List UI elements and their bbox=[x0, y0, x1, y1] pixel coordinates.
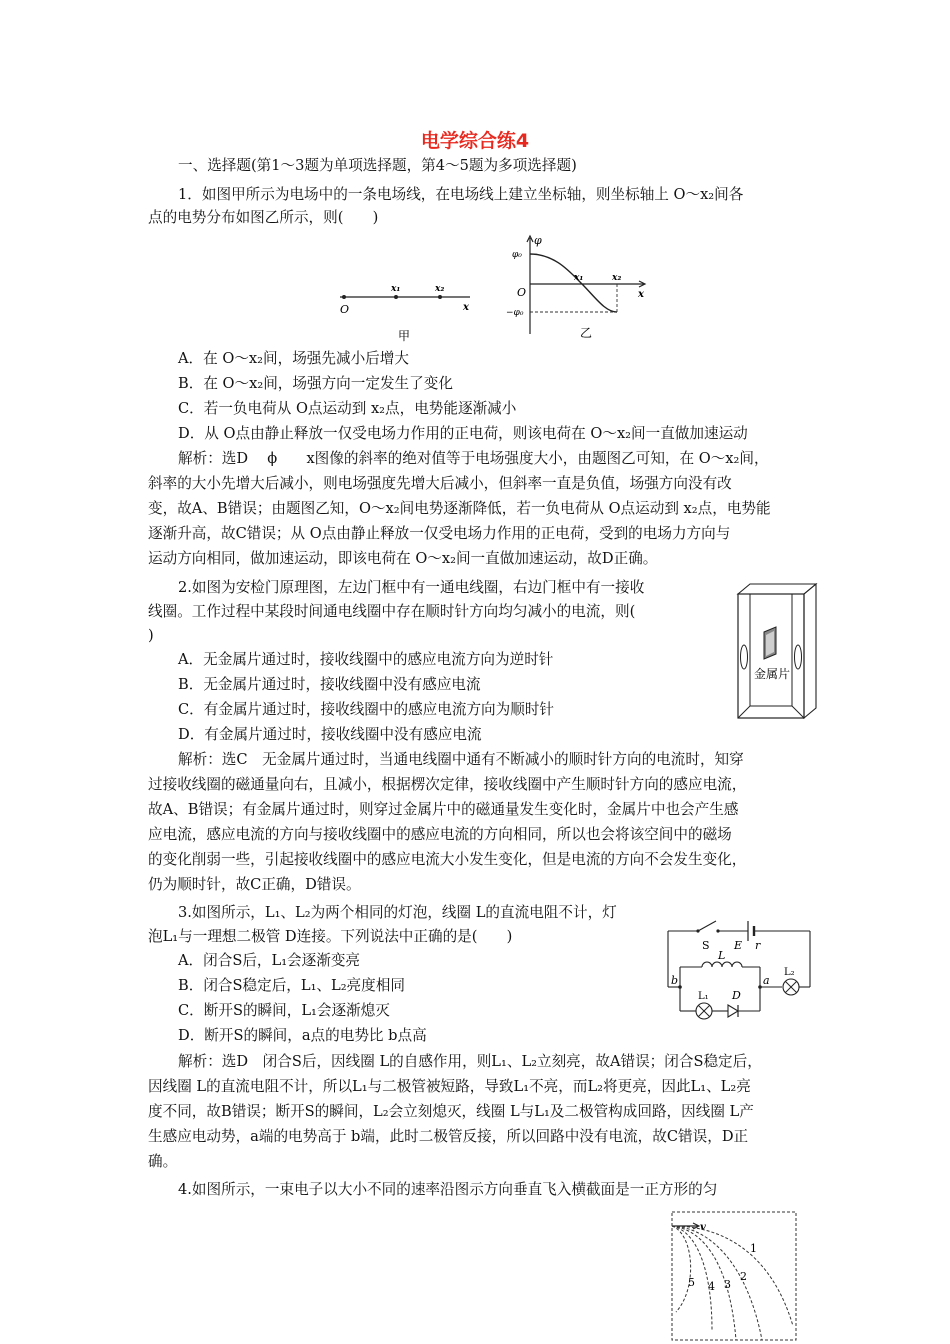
battery-E-label: E bbox=[734, 939, 743, 952]
q3-stem-line-2: 泡L₁与一理想二极管 D连接。下列说法中正确的是( ) bbox=[148, 928, 513, 945]
section-heading: 一、选择题(第1～3题为单项选择题，第4～5题为多项选择题) bbox=[178, 157, 577, 174]
q1-option-d: D．从 O点由静止释放一仅受电场力作用的正电荷，则该电荷在 O～x₂间一直做加速运动 bbox=[178, 425, 748, 442]
q3-stem-line-1: 3.如图所示，L₁、L₂为两个相同的灯泡，线圈 L的直流电阻不计，灯 bbox=[178, 904, 617, 921]
lamp-L1-label: L₁ bbox=[698, 991, 709, 1002]
jia-x-label: x bbox=[463, 302, 469, 313]
q1-analysis-line-3: 变，故A、B错误；由题图乙知，O～x₂间电势逐渐降低，若一负电荷从 O点运动到 x₂点，电势能 bbox=[148, 500, 771, 517]
q4-electron-beam-figure bbox=[658, 1208, 808, 1342]
q2-option-a: A．无金属片通过时，接收线圈中的感应电流方向为逆时针 bbox=[178, 651, 554, 668]
inductor-L-label: L bbox=[718, 949, 726, 962]
q1-analysis-line-4: 逐渐升高，故C错误；从 O点由静止释放一仅受电场力作用的正电荷，受到的电场力方向与 bbox=[148, 525, 731, 542]
q1-analysis-line-5: 运动方向相同，做加速运动，即该电荷在 O～x₂间一直做加速运动，故D正确。 bbox=[148, 550, 658, 567]
jia-x2-label: x₂ bbox=[435, 284, 445, 294]
yi-x2-label: x₂ bbox=[612, 273, 622, 283]
q2-security-gate-figure bbox=[730, 582, 820, 722]
q1-option-c: C．若一负电荷从 O点运动到 x₂点，电势能逐渐减小 bbox=[178, 400, 517, 417]
q2-analysis-line-6: 仍为顺时针，故C正确，D错误。 bbox=[148, 876, 361, 893]
q1-stem-line-2: 点的电势分布如图乙所示，则( ) bbox=[148, 209, 379, 226]
q2-stem-line-2: 线圈。工作过程中某段时间通电线圈中存在顺时针方向均匀减小的电流，则( bbox=[148, 603, 636, 620]
q1-analysis-line-1: 解析：选D ϕ x图像的斜率的绝对值等于电场强度大小，由题图乙可知，在 O～x₂间， bbox=[178, 450, 769, 467]
trajectory-4-label: 4 bbox=[708, 1280, 715, 1293]
q2-analysis-line-4: 应电流，感应电流的方向与接收线圈中的感应电流的方向相同，所以也会将该空间中的磁场 bbox=[148, 826, 732, 843]
q3-option-a: A．闭合S后，L₁会逐渐变亮 bbox=[178, 952, 361, 969]
q3-analysis-line-3: 度不同，故B错误；断开S的瞬间，L₂会立刻熄灭，线圈 L与L₁及二极管构成回路，因线圈 L产 bbox=[148, 1103, 754, 1120]
q1-analysis-line-2: 斜率的大小先增大后减小，则电场强度先增大后减小，但斜率一直是负值，场强方向没有改 bbox=[148, 475, 732, 492]
q2-analysis-line-1: 解析：选C 无金属片通过时，当通电线圈中通有不断减小的顺时针方向的电流时，知穿 bbox=[178, 751, 744, 768]
q3-option-c: C．断开S的瞬间，L₁会逐渐熄灭 bbox=[178, 1002, 390, 1019]
trajectory-2-label: 2 bbox=[740, 1270, 747, 1283]
q3-circuit-figure bbox=[660, 915, 820, 1030]
velocity-v-label: v bbox=[700, 1222, 706, 1233]
q1-figure-jia bbox=[330, 280, 480, 350]
yi-phi-axis-label: φ bbox=[534, 234, 542, 247]
q3-option-d: D．断开S的瞬间，a点的电势比 b点高 bbox=[178, 1027, 427, 1044]
q2-option-c: C．有金属片通过时，接收线圈中的感应电流方向为顺时针 bbox=[178, 701, 555, 718]
q4-stem: 4.如图所示，一束电子以大小不同的速率沿图示方向垂直飞入横截面是一正方形的匀 bbox=[178, 1181, 718, 1198]
trajectory-1-label: 1 bbox=[750, 1242, 757, 1255]
node-b-label: b bbox=[671, 974, 679, 987]
trajectory-3-label: 3 bbox=[724, 1278, 731, 1291]
yi-caption: 乙 bbox=[580, 326, 593, 340]
q3-option-b: B．闭合S稳定后，L₁、L₂亮度相同 bbox=[178, 977, 405, 994]
q3-analysis-line-5: 确。 bbox=[148, 1153, 178, 1170]
q2-analysis-line-2: 过接收线圈的磁通量向右，且减小，根据楞次定律，接收线圈中产生顺时针方向的感应电流， bbox=[148, 776, 747, 793]
q1-option-b: B．在 O～x₂间，场强方向一定发生了变化 bbox=[178, 375, 453, 392]
q3-analysis-line-4: 生感应电动势，a端的电势高于 b端，此时二极管反接，所以回路中没有电流，故C错误，D正 bbox=[148, 1128, 749, 1145]
q1-stem-line-1: 1．如图甲所示为电场中的一条电场线，在电场线上建立坐标轴，则坐标轴上 O～x₂间各 bbox=[178, 186, 744, 203]
q2-option-b: B．无金属片通过时，接收线圈中没有感应电流 bbox=[178, 676, 481, 693]
q2-stem-line-1: 2.如图为安检门原理图，左边门框中有一通电线圈，右边门框中有一接收 bbox=[178, 579, 645, 596]
q3-analysis-line-1: 解析：选D 闭合S后，因线圈 L的自感作用，则L₁、L₂立刻亮，故A错误；闭合S稳定后， bbox=[178, 1053, 762, 1070]
yi-x-label: x bbox=[638, 289, 644, 300]
yi-x1-label: x₁ bbox=[574, 273, 584, 283]
jia-caption: 甲 bbox=[398, 329, 411, 343]
yi-O-label: O bbox=[517, 286, 527, 299]
switch-S-label: S bbox=[702, 939, 710, 952]
q1-figure-yi bbox=[500, 232, 660, 342]
q2-analysis-line-5: 的变化削弱一些，引起接收线圈中的感应电流大小发生变化，但是电流的方向不会发生变化， bbox=[148, 851, 747, 868]
lamp-L2-label: L₂ bbox=[784, 967, 795, 978]
q2-stem-line-3: ) bbox=[148, 627, 154, 644]
yi-phi0-label: φ₀ bbox=[512, 250, 522, 260]
q2-analysis-line-3: 故A、B错误；有金属片通过时，则穿过金属片中的磁通量发生变化时，金属片中也会产生感 bbox=[148, 801, 739, 818]
q2-option-d: D．有金属片通过时，接收线圈中没有感应电流 bbox=[178, 726, 482, 743]
jia-x1-label: x₁ bbox=[391, 284, 401, 294]
battery-r-label: r bbox=[755, 939, 761, 952]
jia-O-label: O bbox=[340, 303, 350, 316]
metal-sheet-label: 金属片 bbox=[754, 667, 791, 681]
yi-neg-phi0-label: −φ₀ bbox=[506, 308, 524, 318]
node-a-label: a bbox=[763, 974, 770, 987]
diode-D-label: D bbox=[732, 989, 741, 1002]
q1-option-a: A．在 O～x₂间，场强先减小后增大 bbox=[178, 350, 409, 367]
page-title: 电学综合练4 bbox=[420, 130, 530, 152]
q3-analysis-line-2: 因线圈 L的直流电阻不计，所以L₁与二极管被短路，导致L₁不亮，而L₂将更亮，因此L₁、L₂亮 bbox=[148, 1078, 751, 1095]
trajectory-5-label: 5 bbox=[688, 1276, 695, 1289]
